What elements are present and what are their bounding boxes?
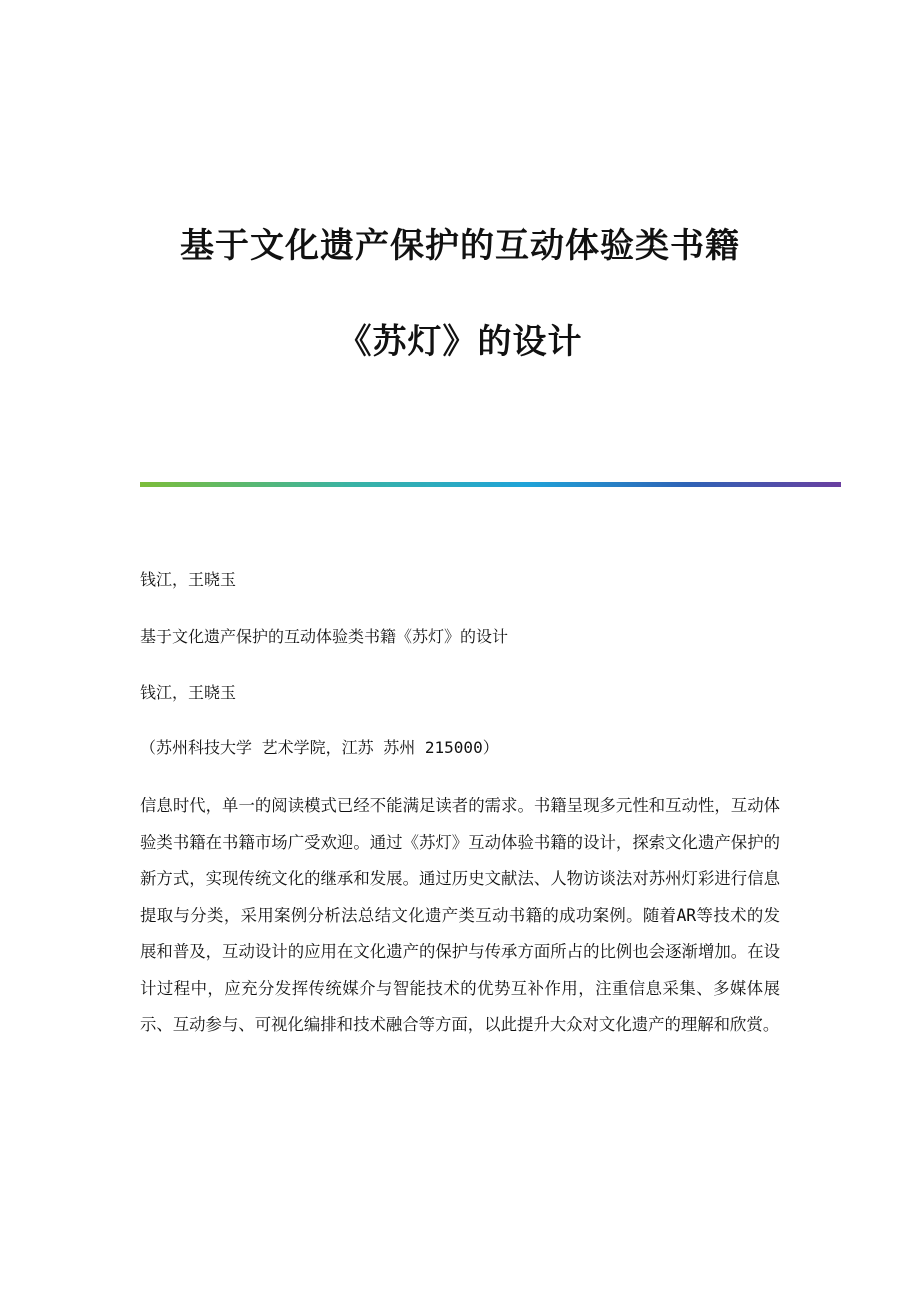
abstract-paragraph: 信息时代，单一的阅读模式已经不能满足读者的需求。书籍呈现多元性和互动性，互动体验类书籍在书籍市场广受欢迎。通过《苏灯》互动体验书籍的设计，探索文化遗产保护的新方式，实现传统文化的继承和发展。通过历史文献法、人物访谈法对苏州灯彩进行信息提取与分类，采用案例分析法总结文化遗产类互动书籍的成功案例。随着AR等技术的发展和普及，互动设计的应用在文化遗产的保护与传承方面所占的比例也会逐渐增加。在设计过程中，应充分发挥传统媒介与智能技术的优势互补作用，注重信息采集、多媒体展示、互动参与、可视化编排和技术融合等方面，以此提升大众对文化遗产的理解和欣赏。 [140, 796, 780, 1034]
authors-repeat: 钱江，王晓玉 [140, 683, 237, 702]
authors: 钱江，王晓玉 [140, 570, 237, 589]
title-line-2: 《苏灯》的设计 [337, 322, 583, 362]
gradient-divider [140, 482, 841, 487]
title-line-1: 基于文化遗产保护的互动体验类书籍 [180, 226, 740, 266]
article-title-repeat: 基于文化遗产保护的互动体验类书籍《苏灯》的设计 [140, 627, 509, 646]
affiliation: （苏州科技大学 艺术学院，江苏 苏州 215000） [140, 738, 499, 757]
